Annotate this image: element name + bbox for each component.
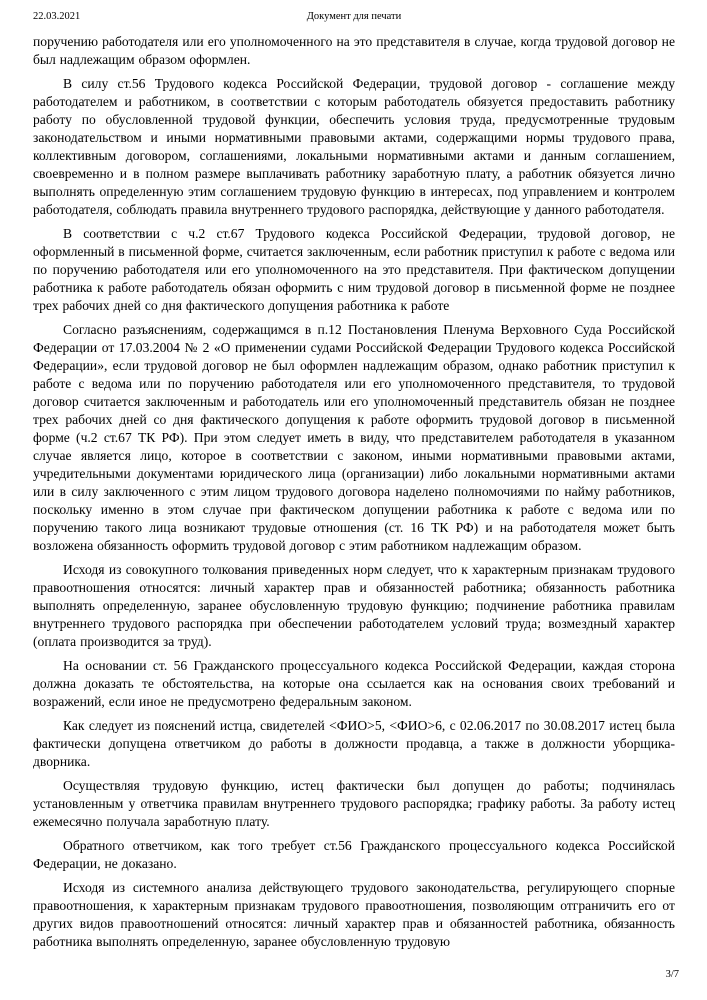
paragraph-4: Согласно разъяснениям, содержащимся в п.12 Постановления Пленума Верховного Суда Российской Федерации от 17.03.2004 № 2 «О применении судами Российской Федерации Трудового кодекса Российской Федерации», если трудовой договор не был оформлен надлежащим образом, однако работник приступил к работе с ведома или по поручению работодателя или его уполномоченного представителя, то трудовой договор считается заключенным и работодатель или его уполномоченный представитель обязан не позднее трех рабочих дней со дня фактического допущения к работе оформить трудовой договор в письменной форме (ч.2 ст.67 ТК РФ). При этом следует иметь в виду, что представителем работодателя в указанном случае является лицо, которое в соответствии с законом, иными нормативными правовыми актами, учредительными документами юридического лица (организации) либо локальными нормативными актами или в силу заключенного с этим лицом трудового договора наделено полномочиями по найму работников, поскольку именно в этом случае при фактическом допущении работника к работе с ведома или по поручению такого лица возникают трудовые отношения (ст. 16 ТК РФ) и на работодателя может быть возложена обязанность оформить трудовой договор с этим работником надлежащим образом. <box>33 322 675 553</box>
page-number: 3/7 <box>665 969 679 980</box>
paragraph-6: На основании ст. 56 Гражданского процессуального кодекса Российской Федерации, каждая сторона должна доказать те обстоятельства, на которые она ссылается как на основания своих требований и возражений, если иное не предусмотрено федеральным законом. <box>33 658 675 709</box>
paragraph-8: Осуществляя трудовую функцию, истец фактически был допущен до работы; подчинялась установленным у ответчика правилам внутреннего трудового распорядка; графику работы. За работу истец ежемесячно получала заработную плату. <box>33 778 675 829</box>
paragraph-9: Обратного ответчиком, как того требует ст.56 Гражданского процессуального кодекса Российской Федерации, не доказано. <box>33 838 675 871</box>
print-date: 22.03.2021 <box>33 11 81 22</box>
paragraph-7: Как следует из пояснений истца, свидетелей <ФИО>5, <ФИО>6, с 02.06.2017 по 30.08.2017 истец была фактически допущена ответчиком до работы в должности продавца, а также в должности уборщика-дворника. <box>33 718 675 769</box>
print-title: Документ для печати <box>306 11 402 22</box>
paragraph-3: В соответствии с ч.2 ст.67 Трудового кодекса Российской Федерации, трудовой договор, не оформленный в письменной форме, считается заключенным, если работник приступил к работе с ведома или по поручению работодателя или его уполномоченного на это представителя. При фактическом допущении работника к работе работодатель обязан оформить с ним трудовой договор в письменной форме не позднее трех рабочих дней со дня фактического допущения работника к работе <box>33 226 675 313</box>
paragraph-1: поручению работодателя или его уполномоченного на это представителя в случае, когда трудовой договор не был надлежащим образом оформлен. <box>33 34 675 67</box>
paragraph-10: Исходя из системного анализа действующего трудового законодательства, регулирующего спорные правоотношения, к характерным признакам трудового правоотношения, позволяющим отграничить его от других видов правоотношений относятся: личный характер прав и обязанностей работника, обязанность работника выполнять определенную, заранее обусловленную трудовую <box>33 880 675 949</box>
paragraph-5: Исходя из совокупного толкования приведенных норм следует, что к характерным признакам трудового правоотношения относятся: личный характер прав и обязанностей работника; обязанность работника выполнять определенную, заранее обусловленную трудовую функцию; подчинение работника правилам внутреннего трудового распорядка при обеспечении работодателем условий труда; возмездный характер (оплата производится за труд). <box>33 562 675 649</box>
paragraph-2: В силу ст.56 Трудового кодекса Российской Федерации, трудовой договор - соглашение между работодателем и работником, в соответствии с которым работодатель обязуется предоставить работнику работу по обусловленной трудовой функции, обеспечить условия труда, предусмотренные трудовым законодательством и иными нормативными правовыми актами, содержащими нормы трудового права, коллективным договором, соглашениями, локальными нормативными актами и данным соглашением, своевременно и в полном размере выплачивать работнику заработную плату, а работник обязуется лично выполнять определенную этим соглашением трудовую функцию в интересах, под управлением и контролем работодателя, соблюдать правила внутреннего трудового распорядка, действующие у данного работодателя. <box>33 76 675 217</box>
document-body <box>33 33 675 957</box>
page-footer <box>666 969 679 981</box>
print-header <box>33 11 675 25</box>
